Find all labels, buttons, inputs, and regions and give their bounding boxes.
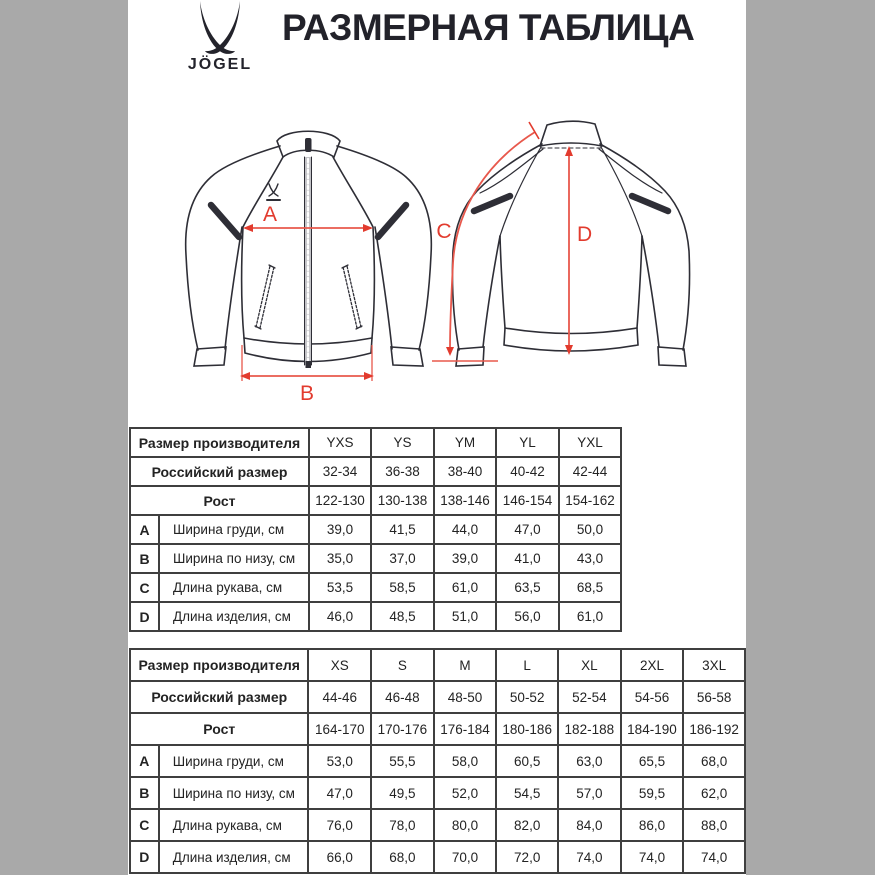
size-header-cell: 180-186 <box>496 713 558 745</box>
table-header-row <box>130 649 745 681</box>
size-header-cell: 46-48 <box>371 681 434 713</box>
value-cell: 68,0 <box>683 745 745 777</box>
value-cell: 58,0 <box>434 745 497 777</box>
header-label-cell: Рост <box>130 713 308 745</box>
size-table-adult <box>129 648 746 874</box>
measurement-d-arrow <box>565 146 592 355</box>
table-row <box>130 602 621 631</box>
value-cell: 65,5 <box>621 745 684 777</box>
value-cell: 58,5 <box>371 573 434 602</box>
value-cell: 61,0 <box>434 573 496 602</box>
table-header-row <box>130 457 621 486</box>
value-cell: 48,5 <box>371 602 434 631</box>
value-cell: 88,0 <box>683 809 745 841</box>
size-header-cell: 56-58 <box>683 681 745 713</box>
measure-letter-cell: B <box>130 544 159 573</box>
size-header-cell: YM <box>434 428 496 457</box>
table-row <box>130 745 745 777</box>
measurement-d-label: D <box>577 223 593 246</box>
size-header-cell: 40-42 <box>496 457 559 486</box>
brand-logo <box>177 1 263 74</box>
table-row <box>130 841 745 873</box>
value-cell: 62,0 <box>683 777 745 809</box>
size-header-cell: YXL <box>559 428 621 457</box>
left-shoulder-stripe <box>211 205 239 237</box>
value-cell: 39,0 <box>309 515 371 544</box>
table-header-row <box>130 486 621 515</box>
value-cell: 57,0 <box>558 777 621 809</box>
measure-letter-cell: A <box>130 515 159 544</box>
size-header-cell: 48-50 <box>434 681 497 713</box>
size-header-cell: 182-188 <box>558 713 621 745</box>
size-header-cell: 36-38 <box>371 457 434 486</box>
size-header-cell: YXS <box>309 428 371 457</box>
size-header-cell: YS <box>371 428 434 457</box>
value-cell: 63,5 <box>496 573 559 602</box>
size-header-cell: 122-130 <box>309 486 371 515</box>
value-cell: 80,0 <box>434 809 497 841</box>
value-cell: 84,0 <box>558 809 621 841</box>
value-cell: 74,0 <box>558 841 621 873</box>
jacket-back-outline <box>452 121 689 366</box>
value-cell: 43,0 <box>559 544 621 573</box>
size-header-cell: 154-162 <box>559 486 621 515</box>
value-cell: 86,0 <box>621 809 684 841</box>
size-header-cell: 3XL <box>683 649 745 681</box>
value-cell: 50,0 <box>559 515 621 544</box>
size-header-cell: 184-190 <box>621 713 684 745</box>
value-cell: 39,0 <box>434 544 496 573</box>
measure-letter-cell: D <box>130 602 159 631</box>
value-cell: 53,0 <box>308 745 371 777</box>
value-cell: 51,0 <box>434 602 496 631</box>
table-header-row <box>130 713 745 745</box>
size-header-cell: 2XL <box>621 649 684 681</box>
value-cell: 60,5 <box>496 745 558 777</box>
size-header-cell: 50-52 <box>496 681 558 713</box>
value-cell: 68,0 <box>371 841 434 873</box>
size-header-cell: 170-176 <box>371 713 434 745</box>
size-header-cell: 138-146 <box>434 486 496 515</box>
measure-name-cell: Длина изделия, см <box>159 841 309 873</box>
measure-letter-cell: D <box>130 841 159 873</box>
table-row <box>130 809 745 841</box>
measure-name-cell: Длина рукава, см <box>159 573 309 602</box>
measurement-a-label: A <box>262 203 278 226</box>
measure-name-cell: Длина изделия, см <box>159 602 309 631</box>
measurement-b-label: B <box>299 382 315 405</box>
size-table-youth <box>129 427 622 632</box>
table-header-row <box>130 681 745 713</box>
size-header-cell: 130-138 <box>371 486 434 515</box>
size-header-cell: 32-34 <box>309 457 371 486</box>
table-row <box>130 777 745 809</box>
table-row <box>130 573 621 602</box>
left-shoulder-stripe <box>474 196 510 211</box>
jogel-logo-icon <box>197 1 243 54</box>
header-label-cell: Рост <box>130 486 309 515</box>
content-panel <box>128 0 746 875</box>
value-cell: 61,0 <box>559 602 621 631</box>
value-cell: 72,0 <box>496 841 558 873</box>
size-header-cell: 54-56 <box>621 681 684 713</box>
chest-logo-icon <box>269 184 278 196</box>
measure-name-cell: Длина рукава, см <box>159 809 309 841</box>
value-cell: 49,5 <box>371 777 434 809</box>
measure-letter-cell: C <box>130 809 159 841</box>
value-cell: 44,0 <box>434 515 496 544</box>
value-cell: 82,0 <box>496 809 558 841</box>
value-cell: 37,0 <box>371 544 434 573</box>
size-header-cell: S <box>371 649 434 681</box>
value-cell: 47,0 <box>308 777 371 809</box>
value-cell: 52,0 <box>434 777 497 809</box>
jacket-front-diagram <box>165 105 455 405</box>
value-cell: 41,0 <box>496 544 559 573</box>
size-header-cell: 186-192 <box>683 713 745 745</box>
measurement-c-label: C <box>436 220 452 243</box>
size-header-cell: 38-40 <box>434 457 496 486</box>
value-cell: 54,5 <box>496 777 558 809</box>
size-header-cell: 52-54 <box>558 681 621 713</box>
measure-letter-cell: C <box>130 573 159 602</box>
value-cell: 70,0 <box>434 841 497 873</box>
size-header-cell: 146-154 <box>496 486 559 515</box>
value-cell: 56,0 <box>496 602 559 631</box>
value-cell: 53,5 <box>309 573 371 602</box>
table-row <box>130 544 621 573</box>
right-shoulder-stripe <box>378 205 406 237</box>
value-cell: 46,0 <box>309 602 371 631</box>
table-header-row <box>130 428 621 457</box>
right-shoulder-stripe <box>632 196 668 211</box>
size-header-cell: L <box>496 649 558 681</box>
zipper-pull <box>305 138 312 152</box>
size-header-cell: 44-46 <box>308 681 371 713</box>
measure-name-cell: Ширина груди, см <box>159 515 309 544</box>
measure-letter-cell: B <box>130 777 159 809</box>
value-cell: 63,0 <box>558 745 621 777</box>
table-row <box>130 515 621 544</box>
value-cell: 78,0 <box>371 809 434 841</box>
size-header-cell: XL <box>558 649 621 681</box>
size-header-cell: 176-184 <box>434 713 497 745</box>
header-label-cell: Размер производителя <box>130 428 309 457</box>
size-header-cell: M <box>434 649 497 681</box>
size-header-cell: YL <box>496 428 559 457</box>
jacket-front-outline <box>186 131 432 368</box>
value-cell: 35,0 <box>309 544 371 573</box>
value-cell: 55,5 <box>371 745 434 777</box>
measure-letter-cell: A <box>130 745 159 777</box>
value-cell: 68,5 <box>559 573 621 602</box>
value-cell: 74,0 <box>621 841 684 873</box>
header-label-cell: Российский размер <box>130 681 308 713</box>
value-cell: 47,0 <box>496 515 559 544</box>
value-cell: 66,0 <box>308 841 371 873</box>
size-header-cell: XS <box>308 649 371 681</box>
measure-name-cell: Ширина по низу, см <box>159 544 309 573</box>
header-label-cell: Российский размер <box>130 457 309 486</box>
value-cell: 41,5 <box>371 515 434 544</box>
page-title: РАЗМЕРНАЯ ТАБЛИЦА <box>282 7 695 48</box>
value-cell: 76,0 <box>308 809 371 841</box>
measure-name-cell: Ширина по низу, см <box>159 777 309 809</box>
value-cell: 74,0 <box>683 841 745 873</box>
value-cell: 59,5 <box>621 777 684 809</box>
header-label-cell: Размер производителя <box>130 649 308 681</box>
size-header-cell: 164-170 <box>308 713 371 745</box>
measure-name-cell: Ширина груди, см <box>159 745 309 777</box>
jacket-back-diagram <box>425 105 745 405</box>
brand-wordmark: JÖGEL <box>187 56 253 73</box>
size-header-cell: 42-44 <box>559 457 621 486</box>
